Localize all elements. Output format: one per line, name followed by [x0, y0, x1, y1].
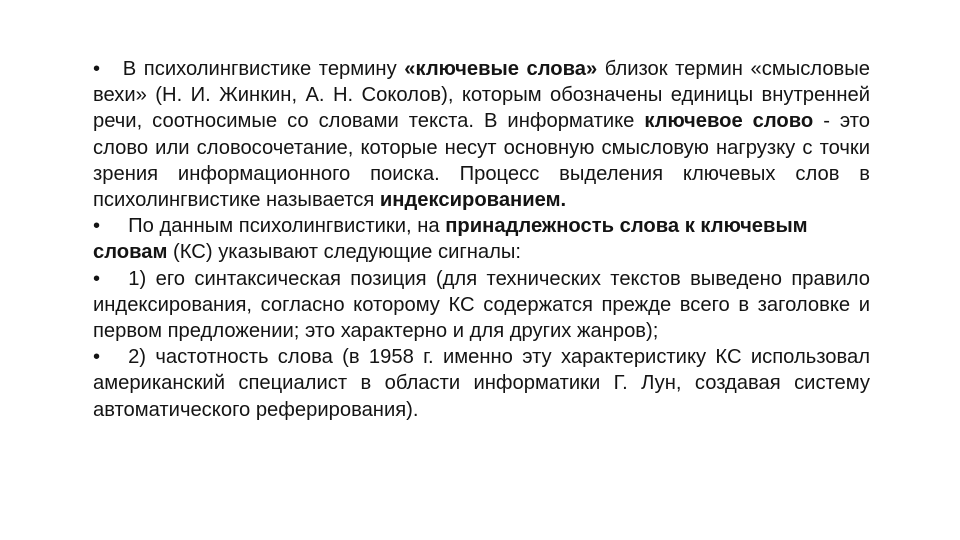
- text-run: В психолингвистике термину: [122, 58, 405, 80]
- text-run: (КС) указывают следующие сигналы:: [167, 241, 522, 264]
- text-run-bold: принадлежность слова к ключевым словам: [93, 215, 808, 264]
- text-run: - это слово или словосочетание, которые несут основную смысловую нагрузку с точки зрения информационного поиска. Процесс выделения ключевых слов в психолингвистике называется: [93, 110, 871, 212]
- paragraph-keyword-signals: [93, 213, 870, 265]
- bullet-icon: •: [93, 267, 101, 290]
- slide-text-body: [93, 56, 870, 423]
- bullet-icon: •: [93, 58, 101, 80]
- text-run: 2) частотность слова (в 1958 г. именно эту характеристику КС использовал американский специалист в области информатики Г. Лун, создавая систему автоматического реферирования).: [93, 346, 870, 421]
- paragraph-syntactic-position: [93, 266, 870, 345]
- bullet-gap: [100, 215, 128, 237]
- text-run: 1) его синтаксическая позиция (для технических текстов выведено правило индексирования, согласно которому КС содержатся прежде всего в заголовке и первом предложении; это характерно и для других жанров);: [93, 267, 870, 343]
- paragraph-keywords-definition: [93, 56, 870, 213]
- text-run: близок термин «смысловые вехи» (Н. И. Жинкин, А. Н. Соколов), которым обозначены единицы внутренней речи, соотносимые со словами текста. В информатике: [93, 58, 871, 133]
- text-run-bold: «ключевые слова»: [404, 58, 598, 80]
- text-run: По данным психолингвистики, на: [128, 215, 446, 238]
- text-run-bold: индексированием.: [379, 189, 567, 212]
- bullet-gap: [100, 268, 128, 290]
- paragraph-word-frequency: [93, 344, 870, 423]
- bullet-icon: •: [93, 215, 101, 238]
- bullet-gap: [100, 346, 128, 368]
- bullet-gap: [100, 58, 123, 80]
- bullet-icon: •: [93, 346, 101, 369]
- text-run-bold: ключевое слово: [644, 110, 814, 133]
